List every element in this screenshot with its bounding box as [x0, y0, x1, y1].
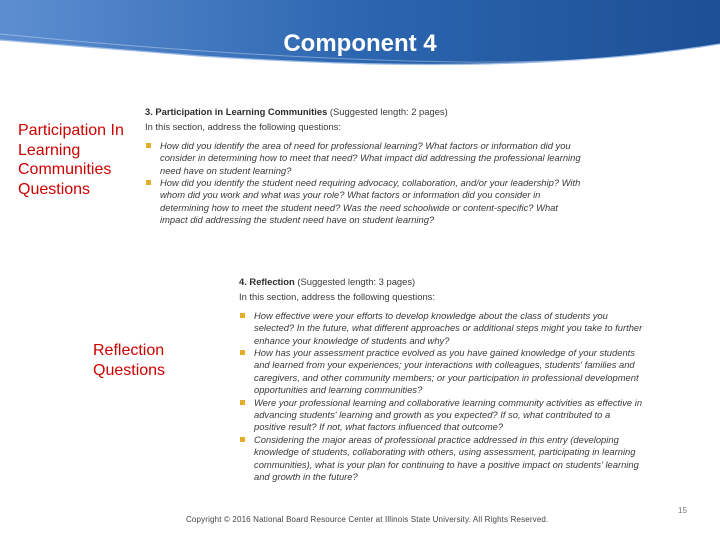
copyright-footer: Copyright © 2016 National Board Resource Center at Illinois State University. All Rights Reserved.: [186, 515, 549, 524]
section4-heading: 4. Reflection: [239, 276, 295, 287]
section3-intro: In this section, address the following questions:: [145, 121, 341, 133]
section4-intro: In this section, address the following questions:: [239, 291, 435, 303]
reflection-questions-label: Reflection Questions: [93, 342, 166, 379]
section3-question: How did you identify the student need requiring advocacy, collaboration, and/or your leadership? With whom did you work and what was your role? What factors or information did you consider in determining how to meet the student need? Was the need schoolwide or content-specific? What impact did addressing the student need have on student learning?: [145, 177, 585, 227]
participation-section-excerpt: [145, 106, 585, 227]
reflection-section-excerpt: [239, 276, 644, 484]
section3-heading-line: [145, 106, 585, 118]
section3-question: How did you identify the area of need for professional learning? What factors or information did you consider in determining how to meet that need? What impact did addressing the professional learning need have on student learning?: [145, 140, 585, 177]
section3-question-list: [145, 140, 585, 227]
section4-question: Considering the major areas of professional practice addressed in this entry (developing knowledge of students, collaborating with others, using assessment, participating in learning communities), what is your plan for continuing to have a positive impact on students' learning and growth in the future?: [239, 434, 644, 484]
page-number: 15: [678, 506, 687, 515]
section3-heading: 3. Participation in Learning Communities: [145, 106, 328, 117]
section4-question: How effective were your efforts to develop knowledge about the class of students you selected? In the future, what different approaches or additional steps might you take to further enhance your knowledge of students and why?: [239, 310, 644, 347]
section4-question: How has your assessment practice evolved as you have gained knowledge of your students and learned from your experiences; your interactions with colleagues, students' families and caregivers, and other community members; or your participation in professional development opportunities and learning communities?: [239, 347, 644, 397]
header-banner: [0, 0, 720, 80]
section3-length: (Suggested length: 2 pages): [327, 106, 448, 117]
participation-questions-label: Participation In Learning Communities Questions: [18, 122, 124, 198]
section4-heading-line: [239, 276, 644, 288]
section4-length: (Suggested length: 3 pages): [294, 276, 416, 287]
slide-title: Component 4: [283, 30, 437, 57]
section4-question-list: [239, 310, 644, 484]
section4-question: Were your professional learning and collaborative learning community activities as effective in advancing students' learning and growth as you expected? If so, what contributed to a positive result? If not, what factors influenced that outcome?: [239, 397, 644, 434]
